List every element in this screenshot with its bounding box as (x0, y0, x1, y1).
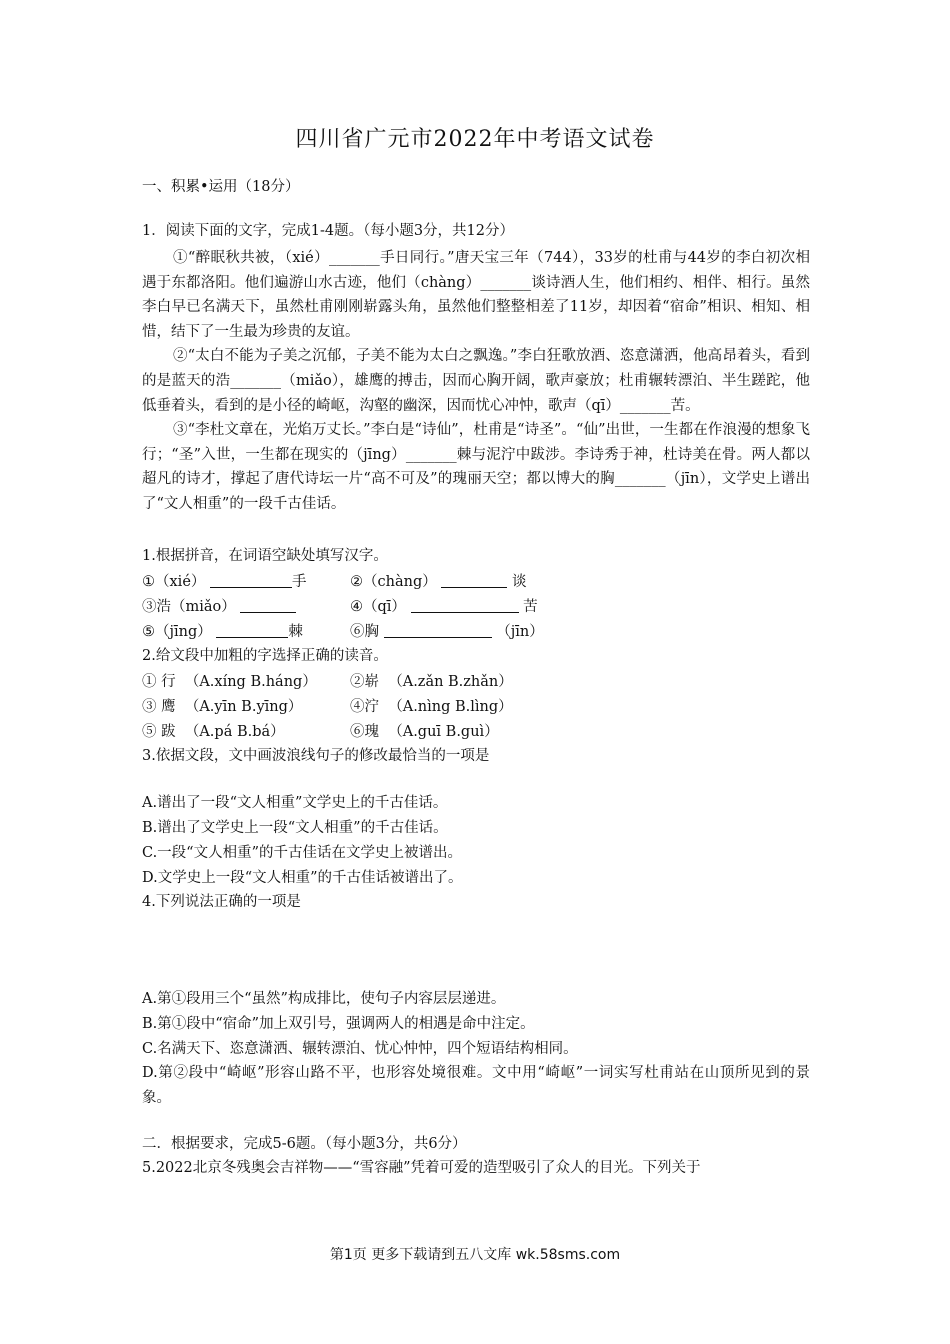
subquestion-1: 1.根据拼音，在词语空缺处填写汉字。 (142, 548, 388, 564)
pron-row (142, 693, 600, 718)
pron-char: ②崭 (350, 674, 379, 690)
fill-suffix: 棘 (288, 624, 303, 640)
pron-char: ③ 鹰 (142, 699, 176, 715)
answer-blank[interactable] (210, 572, 292, 588)
option-a: A.第①段用三个“虽然”构成排比，使句子内容层层递进。 (142, 991, 506, 1007)
fill-label: ②（chàng） (350, 574, 437, 590)
fill-label: ④（qī） (350, 599, 406, 615)
reading-passage (142, 246, 810, 517)
fill-row (142, 593, 600, 618)
pron-row (142, 718, 600, 743)
section-heading-2: 二．根据要求，完成5-6题。（每小题3分，共6分） (142, 1136, 467, 1152)
subquestion-3: 3.依据文段，文中画波浪线句子的修改最恰当的一项是 (142, 748, 490, 764)
fill-suffix: （jīn） (496, 624, 544, 640)
passage-paragraph-3: ③“李杜文章在，光焰万丈长。”李白是“诗仙”，杜甫是“诗圣”。“仙”出世，一生都在作浪漫的想象飞行；“圣”入世，一生都在现实的（jīng）_______棘与泥泞中跋涉。李诗秀于神，杜诗美在骨。两人都以超凡的诗才，撑起了唐代诗坛一片“高不可及”的瑰丽天空；都以博大的胸_______（jīn），文学史上谱出了“文人相重”的一段千古佳话。 (142, 422, 810, 512)
fill-in-grid (142, 568, 600, 643)
option-d: D.文学史上一段“文人相重”的千古佳话被谱出了。 (142, 870, 463, 886)
fill-label: ⑥胸 (350, 624, 379, 640)
subquestion-4: 4.下列说法正确的一项是 (142, 894, 301, 910)
pron-row (142, 668, 600, 693)
fill-suffix: 谈 (511, 574, 527, 590)
pron-options: （A.yīn B.yīng） (184, 699, 303, 715)
fill-label: ③浩（miǎo） (142, 599, 236, 615)
pron-options: （A.zǎn B.zhǎn） (388, 674, 513, 690)
option-b: B.第①段中“宿命”加上双引号，强调两人的相遇是命中注定。 (142, 1016, 535, 1032)
answer-blank[interactable] (411, 597, 519, 613)
answer-blank[interactable] (216, 622, 288, 638)
fill-suffix: 苦 (523, 599, 538, 615)
fill-row (142, 618, 600, 643)
pron-char: ⑤ 跋 (142, 724, 176, 740)
passage-paragraph-2: ②“太白不能为子美之沉郁，子美不能为太白之飘逸。”李白狂歌放酒、恣意潇洒，他高昂着头，看到的是蓝天的浩_______（miǎo），雄鹰的搏击，因而心胸开阔，歌声豪放；杜甫辗转漂泊、半生蹉跎，他低垂着头，看到的是小径的崎岖，沟壑的幽深，因而忧心冲忡，歌声（qī）_______苦。 (142, 348, 810, 414)
passage-paragraph-1: ①“醉眠秋共被，（xié）_______手日同行。”唐天宝三年（744），33岁的杜甫与44岁的李白初次相遇于东都洛阳。他们遍游山水古迹，他们（chàng）_______谈诗酒人生，他们相约、相伴、相行。虽然李白早已名满天下，虽然杜甫刚刚崭露头角，虽然他们整整相差了11岁，却因着“宿命”相识、相知、相惜，结下了一生最为珍贵的友谊。 (142, 250, 810, 340)
pron-options: （A.nìng B.lìng） (388, 699, 513, 715)
answer-blank[interactable] (240, 597, 296, 613)
pron-options: （A.xíng B.háng） (184, 674, 317, 690)
pron-options: （A.guī B.guì） (388, 724, 499, 740)
option-d: D.第②段中“崎岖”形容山路不平，也形容处境很难。文中用“崎岖”一词实写杜甫站在山顶所见到的景象。 (142, 1065, 810, 1106)
fill-label: ⑤（jīng） (142, 624, 212, 640)
pron-char: ⑥瑰 (350, 724, 379, 740)
option-c: C.一段“文人相重”的千古佳话在文学史上被谱出。 (142, 845, 463, 861)
fill-suffix: 手 (292, 574, 307, 590)
page-footer: 第1页 更多下载请到五八文库 wk.58sms.com (329, 1247, 621, 1263)
page-title: 四川省广元市2022年中考语文试卷 (295, 127, 655, 152)
pronunciation-grid (142, 668, 600, 743)
fill-row (142, 568, 600, 593)
question-5: 5.2022北京冬残奥会吉祥物——“雪容融”凭着可爱的造型吸引了众人的目光。下列关于 (142, 1160, 701, 1176)
pron-options: （A.pá B.bá） (184, 724, 285, 740)
section-heading-1: 一、积累•运用（18分） (142, 179, 300, 195)
pron-char: ④泞 (350, 699, 379, 715)
fill-label: ①（xié） (142, 574, 206, 590)
answer-blank[interactable] (441, 572, 507, 588)
answer-blank[interactable] (384, 622, 492, 638)
question-1-intro: 1．阅读下面的文字，完成1-4题。（每小题3分，共12分） (142, 223, 514, 239)
option-b: B.谱出了文学史上一段“文人相重”的千古佳话。 (142, 820, 448, 836)
option-a: A.谱出了一段“文人相重”文学史上的千古佳话。 (142, 795, 448, 811)
subquestion-2: 2.给文段中加粗的字选择正确的读音。 (142, 648, 388, 664)
option-c: C.名满天下、恣意潇洒、辗转漂泊、忧心忡忡，四个短语结构相同。 (142, 1041, 578, 1057)
pron-char: ① 行 (142, 674, 176, 690)
